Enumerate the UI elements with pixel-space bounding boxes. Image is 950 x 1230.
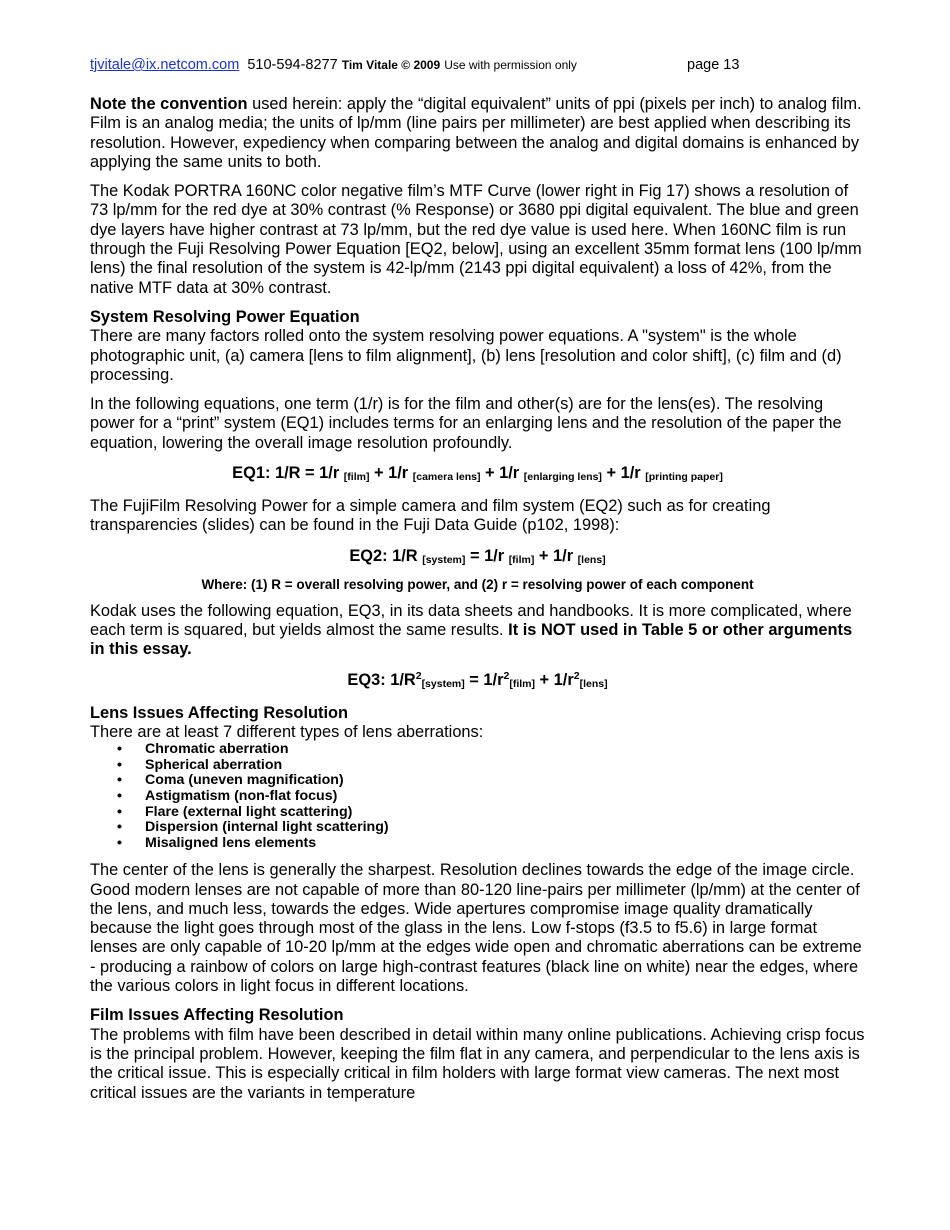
list-item: • Astigmatism (non-flat focus)	[145, 789, 865, 805]
aberration-list	[90, 742, 865, 851]
section-heading-system: System Resolving Power Equation	[90, 307, 360, 326]
fuji-paragraph: The FujiFilm Resolving Power for a simple camera and film system (EQ2) such as for creating transparencies (slides) can be found in the Fuji Data Guide (p102, 1998):	[90, 497, 771, 535]
list-item: • Misaligned lens elements	[145, 836, 865, 852]
convention-text: used herein: apply the “digital equivalent” units of ppi (pixels per inch) to analog film. Film is an analog media; the units of lp/mm (line pairs per millimeter) are best applied when describing its resolution. However, expediency when comparing between the analog and digital domains is enhanced by applying the same units to both.	[90, 95, 862, 171]
email-link[interactable]: tjvitale@ix.netcom.com	[90, 57, 240, 73]
list-item: • Chromatic aberration	[145, 742, 865, 758]
kodak-paragraph: Kodak uses the following equation, EQ3, in its data sheets and handbooks. It is more complicated, where each term is squared, but yields almost the same results. It is NOT used in Table 5 or other arguments in this essay.	[90, 601, 853, 659]
portra-paragraph: The Kodak PORTRA 160NC color negative film’s MTF Curve (lower right in Fig 17) shows a resolution of 73 lp/mm for the red dye at 30% contrast (% Response) or 3680 ppi digital equivalent. The blue and green dye layers have higher contrast at 73 lp/mm, but the red dye value is used here. When 160NC film is run through the Fuji Resolving Power Equation [EQ2, below], using an excellent 35mm format lens (100 lp/mm lens) the final resolution of the system is 42-lp/mm (2143 ppi digital equivalent) a loss of 42%, from the native MTF data at 30% contrast.	[90, 182, 862, 297]
section-heading-lens: Lens Issues Affecting Resolution	[90, 703, 349, 722]
equation-2: EQ2: 1/R $_{[system]}$ = 1/r $_{[film]}$ + 1/r $_{[lens]}$	[349, 546, 606, 566]
equation-3: EQ3: $1/R^2_{[system]} = 1/r^2_{[film]} + 1/r^2_{[lens]}$	[347, 669, 608, 690]
author-copyright: Tim Vitale © 2009	[341, 58, 441, 72]
list-item: • Coma (uneven magnification)	[145, 773, 865, 789]
section-heading-film: Film Issues Affecting Resolution	[90, 1006, 344, 1025]
list-item: • Flare (external light scattering)	[145, 805, 865, 821]
equation-1: EQ1: 1/R = 1/r $_{[film]}$ + 1/r $_{[camera lens]}$ + 1/r $_{[enlarging lens]}$ + 1/r $_{[printing paper]}$	[232, 464, 723, 484]
kodak-note: It is NOT used in Table 5 or other arguments in this essay.	[90, 620, 853, 659]
equation-legend: Where: (1) R = overall resolving power, and (2) r = resolving power of each component	[201, 576, 754, 592]
page-number: page 13	[687, 57, 740, 73]
page-header	[90, 55, 865, 75]
list-item: • Spherical aberration	[145, 758, 865, 774]
list-item: • Dispersion (internal light scattering)	[145, 820, 865, 836]
permission-note: Use with permission only	[444, 58, 577, 72]
convention-lead: Note the convention	[90, 95, 248, 113]
lens-paragraph: The center of the lens is generally the sharpest. Resolution declines towards the edge of the image circle. Good modern lenses are not capable of more than 80-120 line-pairs per millimeter (lp/mm) at the center of the lens, and much less, towards the edges. Wide apertures compromise image quality dramatically because the light goes through most of the glass in the lens. Low f-stops (f3.5 to f5.6) in large format lenses are only capable of 10-20 lp/mm at the edges wide open and chromatic aberrations can be extreme - producing a rainbow of colors on large high-contrast features (black line on white) near the edges, where the various colors in light focus in different locations.	[90, 861, 862, 996]
document-page	[90, 55, 865, 1113]
film-paragraph: The problems with film have been described in detail within many online publications. Achieving crisp focus is the principal problem. However, keeping the film flat in any camera, and perpendicular to the lens axis is the critical issue. This is especially critical in film holders with large format view cameras. The next most critical issues are the variants in temperature	[90, 1025, 865, 1102]
lens-intro: There are at least 7 different types of lens aberrations:	[90, 722, 484, 741]
system-paragraph-1: There are many factors rolled onto the system resolving power equations. A "system" is the whole photographic unit, (a) camera [lens to film alignment], (b) lens [resolution and color shift], (c) film and (d) processing.	[90, 327, 842, 384]
convention-paragraph	[90, 95, 865, 172]
phone-number: 510-594-8277	[247, 57, 338, 73]
system-paragraph-2: In the following equations, one term (1/r) is for the film and other(s) are for the lens(es). The resolving power for a “print” system (EQ1) includes terms for an enlarging lens and the resolution of the paper the equation, lowering the overall image resolution profoundly.	[90, 395, 842, 452]
